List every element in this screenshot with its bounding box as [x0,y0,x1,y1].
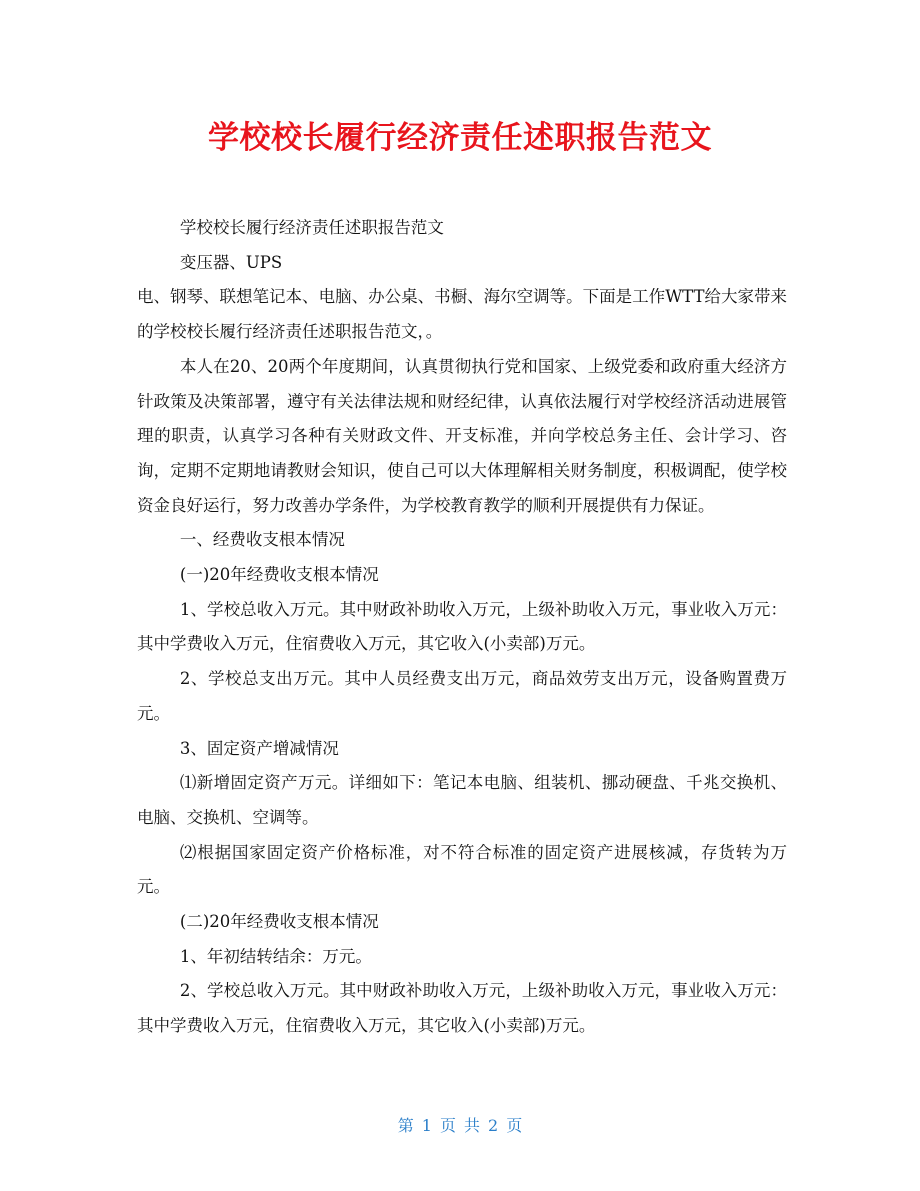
paragraph: (一)20年经费收支根本情况 [179,565,379,585]
page-footer-prefix: 第 [397,1116,414,1135]
paragraph: 学校校长履行经济责任述职报告范文 [179,218,444,237]
paragraph: (二)20年经费收支根本情况 [179,912,379,932]
paragraph: 变压器、UPS [179,252,283,272]
page-footer [0,1112,920,1140]
paragraph: 1、年初结转结余：万元。 [179,946,372,966]
paragraph: 2、学校总支出万元。其中人员经费支出万元，商品效劳支出万元，设备购置费万元。 [137,669,787,723]
page-total: 2 [488,1116,499,1135]
paragraph: ⑵根据国家固定资产价格标准，对不符合标准的固定资产进展核减，存货转为万元。 [137,842,787,897]
document-body [137,211,787,1044]
paragraph: 电、钢琴、联想笔记本、电脑、办公桌、书橱、海尔空调等。下面是工作WTT给大家带来的学校校长履行经济责任述职报告范文，。 [137,287,787,342]
page-number: 1 [421,1116,432,1135]
paragraph: 本人在20、20两个年度期间，认真贯彻执行党和国家、上级党委和政府重大经济方针政策及决策部署，遵守有关法律法规和财经纪律，认真依法履行对学校经济活动进展管理的职责，认真学习各种有关财政文件、开支标准，并向学校总务主任、会计学习、咨询，定期不定期地请教财会知识，使自己可以大体理解相关财务制度，积极调配，使学校资金良好运行，努力改善办学条件，为学校教育教学的顺利开展提供有力保证。 [137,356,787,515]
page-footer-unit: 页 [439,1116,456,1135]
document-title: 学校校长履行经济责任述职报告范文 [208,120,712,156]
paragraph: 3、固定资产增减情况 [179,738,339,758]
page-footer-suffix: 页 [506,1116,523,1135]
paragraph: 1、学校总收入万元。其中财政补助收入万元，上级补助收入万元，事业收入万元：其中学费收入万元，住宿费收入万元，其它收入(小卖部)万元。 [137,599,787,654]
page-footer-total-label: 共 [464,1116,481,1135]
paragraph: ⑴新增固定资产万元。详细如下：笔记本电脑、组装机、挪动硬盘、千兆交换机、电脑、交换机、空调等。 [137,773,787,827]
paragraph: 2、学校总收入万元。其中财政补助收入万元，上级补助收入万元，事业收入万元：其中学费收入万元，住宿费收入万元，其它收入(小卖部)万元。 [137,981,787,1036]
paragraph: 一、经费收支根本情况 [179,530,345,550]
